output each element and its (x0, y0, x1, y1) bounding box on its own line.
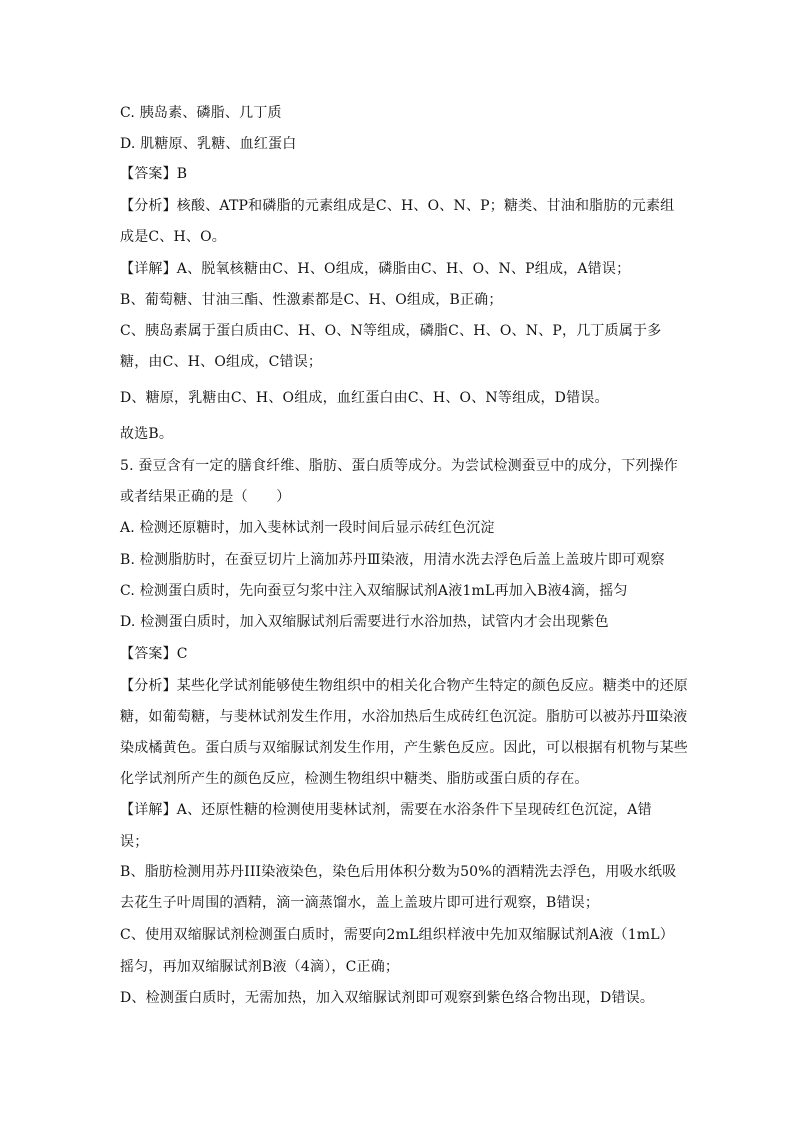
explanation-2-a-line-2: 误； (120, 834, 149, 850)
question-5-line-1: 5. 蚕豆含有一定的膳食纤维、脂肪、蛋白质等成分。为尝试检测蚕豆中的成分，下列操作 (120, 458, 679, 474)
option-d: D. 肌糖原、乳糖、血红蛋白 (120, 136, 297, 152)
question-5-option-d: D. 检测蛋白质时，加入双缩脲试剂后需要进行水浴加热，试管内才会出现紫色 (120, 614, 609, 630)
explanation-2-d: D、检测蛋白质时，无需加热，加入双缩脲试剂即可观察到紫色络合物出现，D错误。 (120, 990, 655, 1006)
choose-answer: 故选B。 (120, 426, 174, 442)
analysis-2-line-2: 糖，如葡萄糖，与斐林试剂发生作用，水浴加热后生成砖红色沉淀。脂肪可以被苏丹Ⅲ染液 (120, 709, 688, 725)
analysis-line-1: 【分析】核酸、ATP和磷脂的元素组成是C、H、O、N、P；糖类、甘油和脂肪的元素组 (120, 198, 675, 214)
question-5-line-2: 或者结果正确的是（ ） (120, 489, 291, 505)
explanation-2-c-line-1: C、使用双缩脲试剂检测蛋白质时，需要向2mL组织样液中先加双缩脲试剂A液（1mL） (120, 927, 674, 943)
explanation-2-b-line-1: B、脂肪检测用苏丹III染液染色，染色后用体积分数为50%的酒精洗去浮色，用吸水纸吸 (120, 864, 677, 880)
explanation-c-line-2: 糖，由C、H、O组成，C错误； (120, 354, 323, 370)
explanation-2-c-line-2: 摇匀，再加双缩脲试剂B液（4滴），C正确； (120, 959, 400, 975)
option-c: C. 胰岛素、磷脂、几丁质 (120, 105, 282, 121)
explanation-a: 【详解】A、脱氧核糖由C、H、O组成，磷脂由C、H、O、N、P组成，A错误； (120, 261, 631, 277)
analysis-2-line-3: 染成橘黄色。蛋白质与双缩脲试剂发生作用，产生紫色反应。因此，可以根据有机物与某些 (120, 740, 688, 756)
answer-label: 【答案】B (120, 166, 188, 182)
analysis-line-2: 成是C、H、O。 (120, 229, 226, 245)
question-5-option-b: B. 检测脂肪时，在蚕豆切片上滴加苏丹Ⅲ染液，用清水洗去浮色后盖上盖玻片即可观察 (120, 552, 665, 568)
explanation-2-a-line-1: 【详解】A、还原性糖的检测使用斐林试剂，需要在水浴条件下呈现砖红色沉淀，A错 (120, 802, 652, 818)
analysis-2-line-4: 化学试剂所产生的颜色反应，检测生物组织中糖类、脂肪或蛋白质的存在。 (120, 771, 589, 787)
question-5-option-a: A. 检测还原糖时，加入斐林试剂一段时间后显示砖红色沉淀 (120, 520, 495, 536)
explanation-d: D、糖原，乳糖由C、H、O组成，血红蛋白由C、H、O、N等组成，D错误。 (120, 390, 609, 406)
explanation-c-line-1: C、胰岛素属于蛋白质由C、H、O、N等组成，磷脂C、H、O、N、P，几丁质属于多 (120, 323, 662, 339)
analysis-2-line-1: 【分析】某些化学试剂能够使生物组织中的相关化合物产生特定的颜色反应。糖类中的还原 (120, 678, 688, 694)
explanation-2-b-line-2: 去花生子叶周围的酒精，滴一滴蒸馏水，盖上盖玻片即可进行观察，B错误； (120, 895, 600, 911)
question-5-option-c: C. 检测蛋白质时，先向蚕豆匀浆中注入双缩脲试剂A液1mL再加入B液4滴，摇匀 (120, 583, 628, 599)
answer-label-2: 【答案】C (120, 646, 188, 662)
explanation-b: B、葡萄糖、甘油三酯、性激素都是C、H、O组成，B正确； (120, 292, 503, 308)
